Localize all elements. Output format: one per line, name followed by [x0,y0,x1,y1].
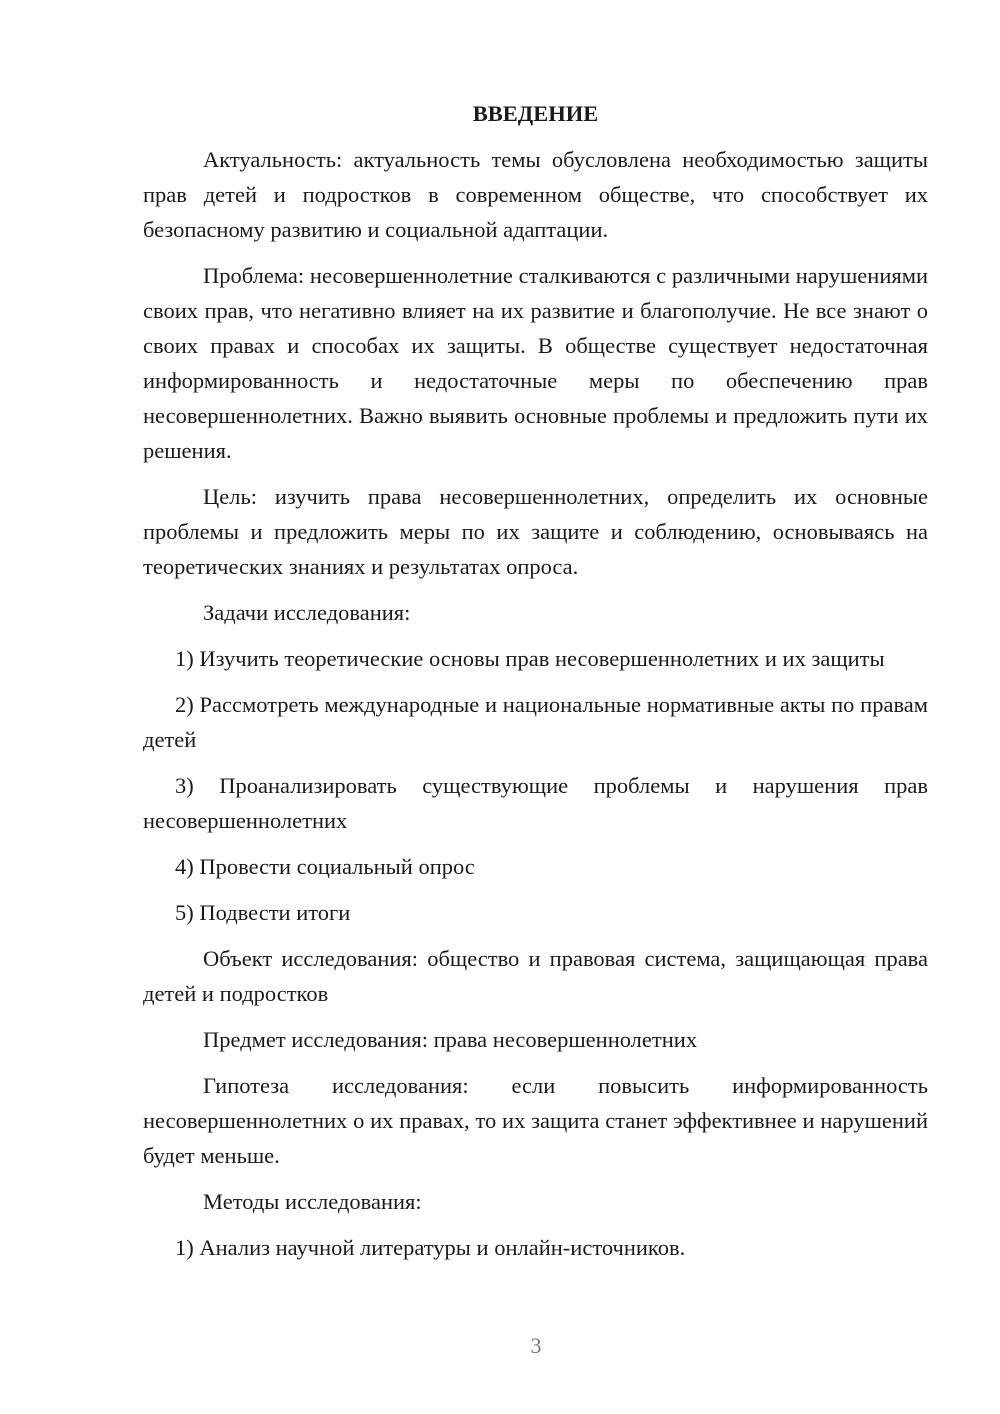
paragraph-goal: Цель: изучить права несовершеннолетних, определить их основные проблемы и предложить меры по их защите и соблюдению, основываясь на теоретических знаниях и результатах опроса. [143,484,928,579]
paragraph-relevance: Актуальность: актуальность темы обусловлена необходимостью защиты прав детей и подростков в современном обществе, что способствует их безопасному развитию и социальной адаптации. [143,147,928,242]
page-title: ВВЕДЕНИЕ [472,101,599,126]
list-item-task-1: 1) Изучить теоретические основы прав несовершеннолетних и их защиты [175,646,885,671]
paragraph-problem: Проблема: несовершеннолетние сталкиваются с различными нарушениями своих прав, что негативно влияет на их развитие и благополучие. Не все знают о своих правах и способах их защиты. В обществе существует недостаточная информированность и недостаточные меры по обеспечению прав несовершеннолетних. Важно выявить основные проблемы и предложить пути их решения. [143,263,928,463]
paragraph-subject: Предмет исследования: права несовершеннолетних [203,1027,698,1052]
paragraph-object: Объект исследования: общество и правовая система, защищающая права детей и подростков [143,946,928,1006]
list-item-task-5: 5) Подвести итоги [175,900,351,925]
methods-heading: Методы исследования: [203,1189,422,1214]
list-item-method-1: 1) Анализ научной литературы и онлайн-источников. [175,1235,686,1260]
paragraph-hypothesis: Гипотеза исследования: если повысить информированность несовершеннолетних о их правах, то их защита станет эффективнее и нарушений будет меньше. [143,1073,928,1168]
tasks-heading: Задачи исследования: [203,600,411,625]
list-item-task-3: 3) Проанализировать существующие проблемы и нарушения прав несовершеннолетних [143,773,928,833]
list-item-task-4: 4) Провести социальный опрос [175,854,475,879]
document-body [143,96,928,1265]
list-item-task-2: 2) Рассмотреть международные и национальные нормативные акты по правам детей [143,692,928,752]
page-number: 3 [530,1333,542,1358]
